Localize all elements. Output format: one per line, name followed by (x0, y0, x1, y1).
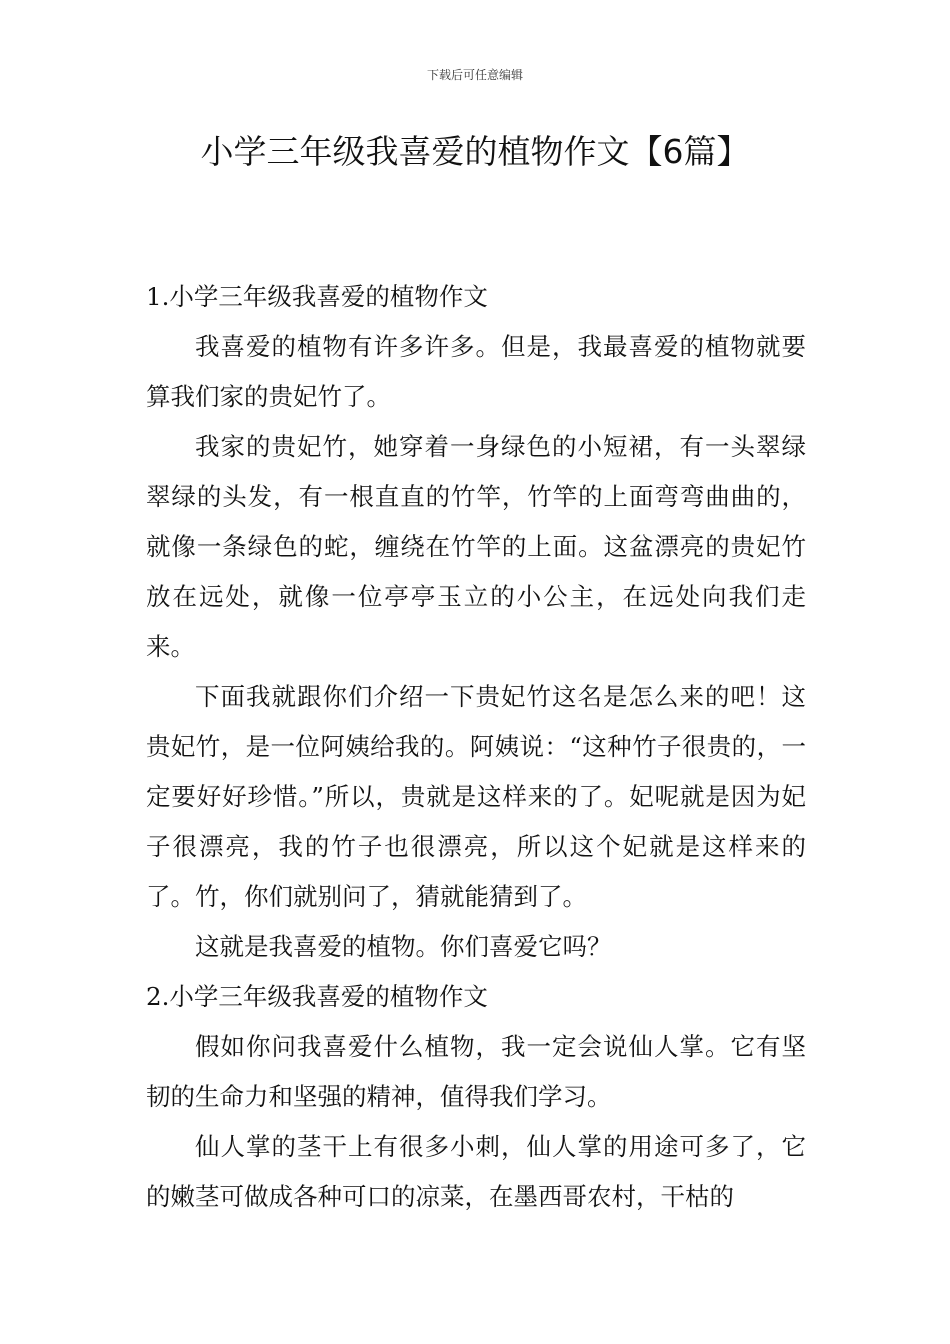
paragraph: 我喜爱的植物有许多许多。但是，我最喜爱的植物就要算我们家的贵妃竹了。 (146, 332, 806, 411)
paragraph: 下面我就跟你们介绍一下贵妃竹这名是怎么来的吧！这贵妃竹，是一位阿姨给我的。阿姨说：“这种竹子很贵的，一定要好好珍惜。”所以，贵就是这样来的了。妃呢就是因为妃子很漂亮，我的竹子也很漂亮，所以这个妃就是这样来的了。竹，你们就别问了，猜就能猜到了。 (146, 682, 806, 911)
paragraph: 假如你问我喜爱什么植物，我一定会说仙人掌。它有坚韧的生命力和坚强的精神，值得我们学习。 (146, 1032, 806, 1111)
document-title: 小学三年级我喜爱的植物作文【6篇】 (200, 132, 750, 171)
paragraph: 这就是我喜爱的植物。你们喜爱它吗？ (195, 932, 612, 961)
document-body (146, 272, 806, 1222)
section-heading-2: 2.小学三年级我喜爱的植物作文 (146, 982, 488, 1011)
section-heading-1: 1.小学三年级我喜爱的植物作文 (146, 282, 488, 311)
header-note: 下载后可任意编辑 (426, 68, 523, 82)
paragraph: 我家的贵妃竹，她穿着一身绿色的小短裙，有一头翠绿翠绿的头发，有一根直直的竹竿，竹竿的上面弯弯曲曲的，就像一条绿色的蛇，缠绕在竹竿的上面。这盆漂亮的贵妃竹放在远处，就像一位亭亭玉立的小公主，在远处向我们走来。 (146, 432, 806, 661)
paragraph: 仙人掌的茎干上有很多小刺，仙人掌的用途可多了，它的嫩茎可做成各种可口的凉菜，在墨西哥农村，干枯的 (146, 1132, 806, 1211)
